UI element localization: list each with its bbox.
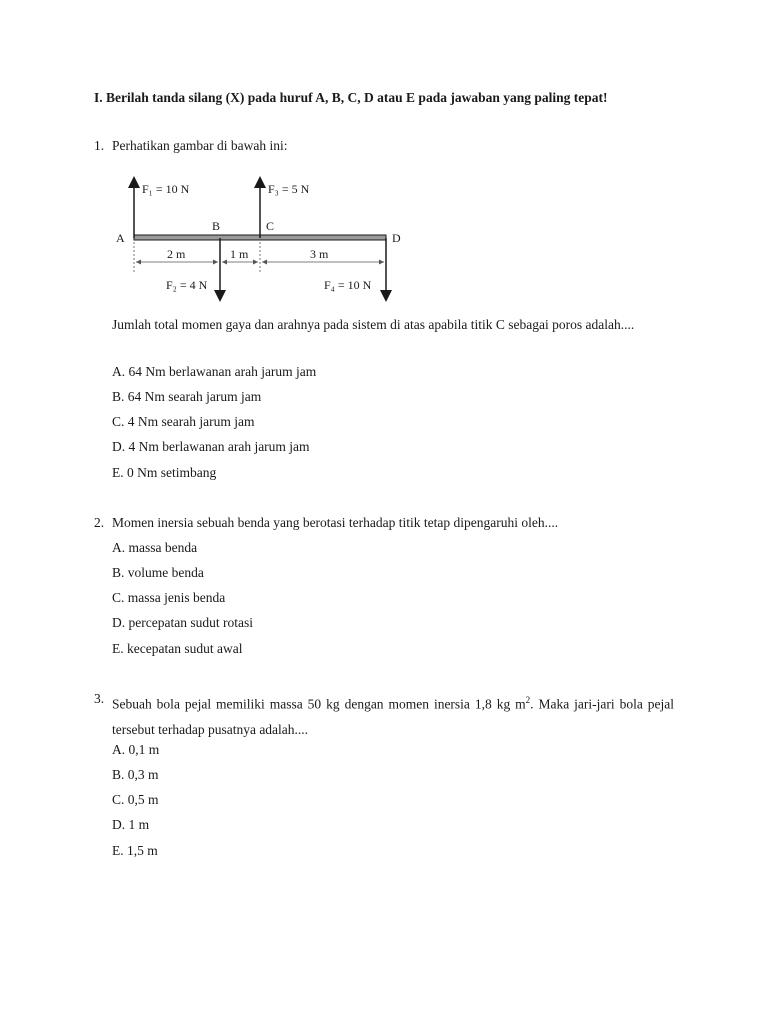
question-1-option-c[interactable]: C. 4 Nm searah jarum jam xyxy=(112,414,255,429)
point-d-label: D xyxy=(392,231,401,245)
question-1-number: 1. xyxy=(94,138,105,153)
f3-label: F₃ = 5 N xyxy=(268,182,310,196)
question-3-text-part2: . Maka jari-jari bola pejal tersebut terhadap pusatnya adalah.... xyxy=(112,696,674,737)
question-2-text: Momen inersia sebuah benda yang berotasi terhadap titik tetap dipengaruhi oleh.... xyxy=(112,515,559,530)
force-beam-diagram xyxy=(112,172,412,302)
question-3-text xyxy=(112,688,674,742)
question-3-number: 3. xyxy=(94,691,105,706)
f1-label: F₁ = 10 N xyxy=(142,182,190,196)
question-3-option-a[interactable]: A. 0,1 m xyxy=(112,742,160,757)
question-3-option-d[interactable]: D. 1 m xyxy=(112,817,150,832)
question-1-option-e[interactable]: E. 0 Nm setimbang xyxy=(112,465,217,480)
distance-bc-label: 1 m xyxy=(230,247,249,261)
question-1-option-a[interactable]: A. 64 Nm berlawanan arah jarum jam xyxy=(112,364,317,379)
point-b-label: B xyxy=(212,219,221,233)
instruction-heading: I. Berilah tanda silang (X) pada huruf A, B, C, D atau E pada jawaban yang paling tepat! xyxy=(94,90,608,105)
distance-ab-label: 2 m xyxy=(167,247,186,261)
question-1-option-b[interactable]: B. 64 Nm searah jarum jam xyxy=(112,389,262,404)
question-3-option-c[interactable]: C. 0,5 m xyxy=(112,792,159,807)
question-3-text-superscript: 2 xyxy=(525,695,531,705)
question-2-option-b[interactable]: B. volume benda xyxy=(112,565,204,580)
question-1-text: Perhatikan gambar di bawah ini: xyxy=(112,138,288,153)
question-2-option-d[interactable]: D. percepatan sudut rotasi xyxy=(112,615,253,630)
question-3-option-b[interactable]: B. 0,3 m xyxy=(112,767,159,782)
question-3-text-part1: Sebuah bola pejal memiliki massa 50 kg dengan momen inersia 1,8 kg m xyxy=(112,696,526,712)
question-2-option-a[interactable]: A. massa benda xyxy=(112,540,198,555)
question-2-number: 2. xyxy=(94,515,105,530)
question-2-option-e[interactable]: E. kecepatan sudut awal xyxy=(112,641,243,656)
question-1-option-d[interactable]: D. 4 Nm berlawanan arah jarum jam xyxy=(112,439,310,454)
f2-label: F₂ = 4 N xyxy=(166,278,208,292)
question-2-option-c[interactable]: C. massa jenis benda xyxy=(112,590,226,605)
point-a-label: A xyxy=(116,231,125,245)
question-1-followup: Jumlah total momen gaya dan arahnya pada sistem di atas apabila titik C sebagai poros adalah.... xyxy=(112,317,635,332)
f4-label: F₄ = 10 N xyxy=(324,278,372,292)
point-c-label: C xyxy=(266,219,275,233)
distance-cd-label: 3 m xyxy=(310,247,329,261)
question-3-option-e[interactable]: E. 1,5 m xyxy=(112,843,158,858)
